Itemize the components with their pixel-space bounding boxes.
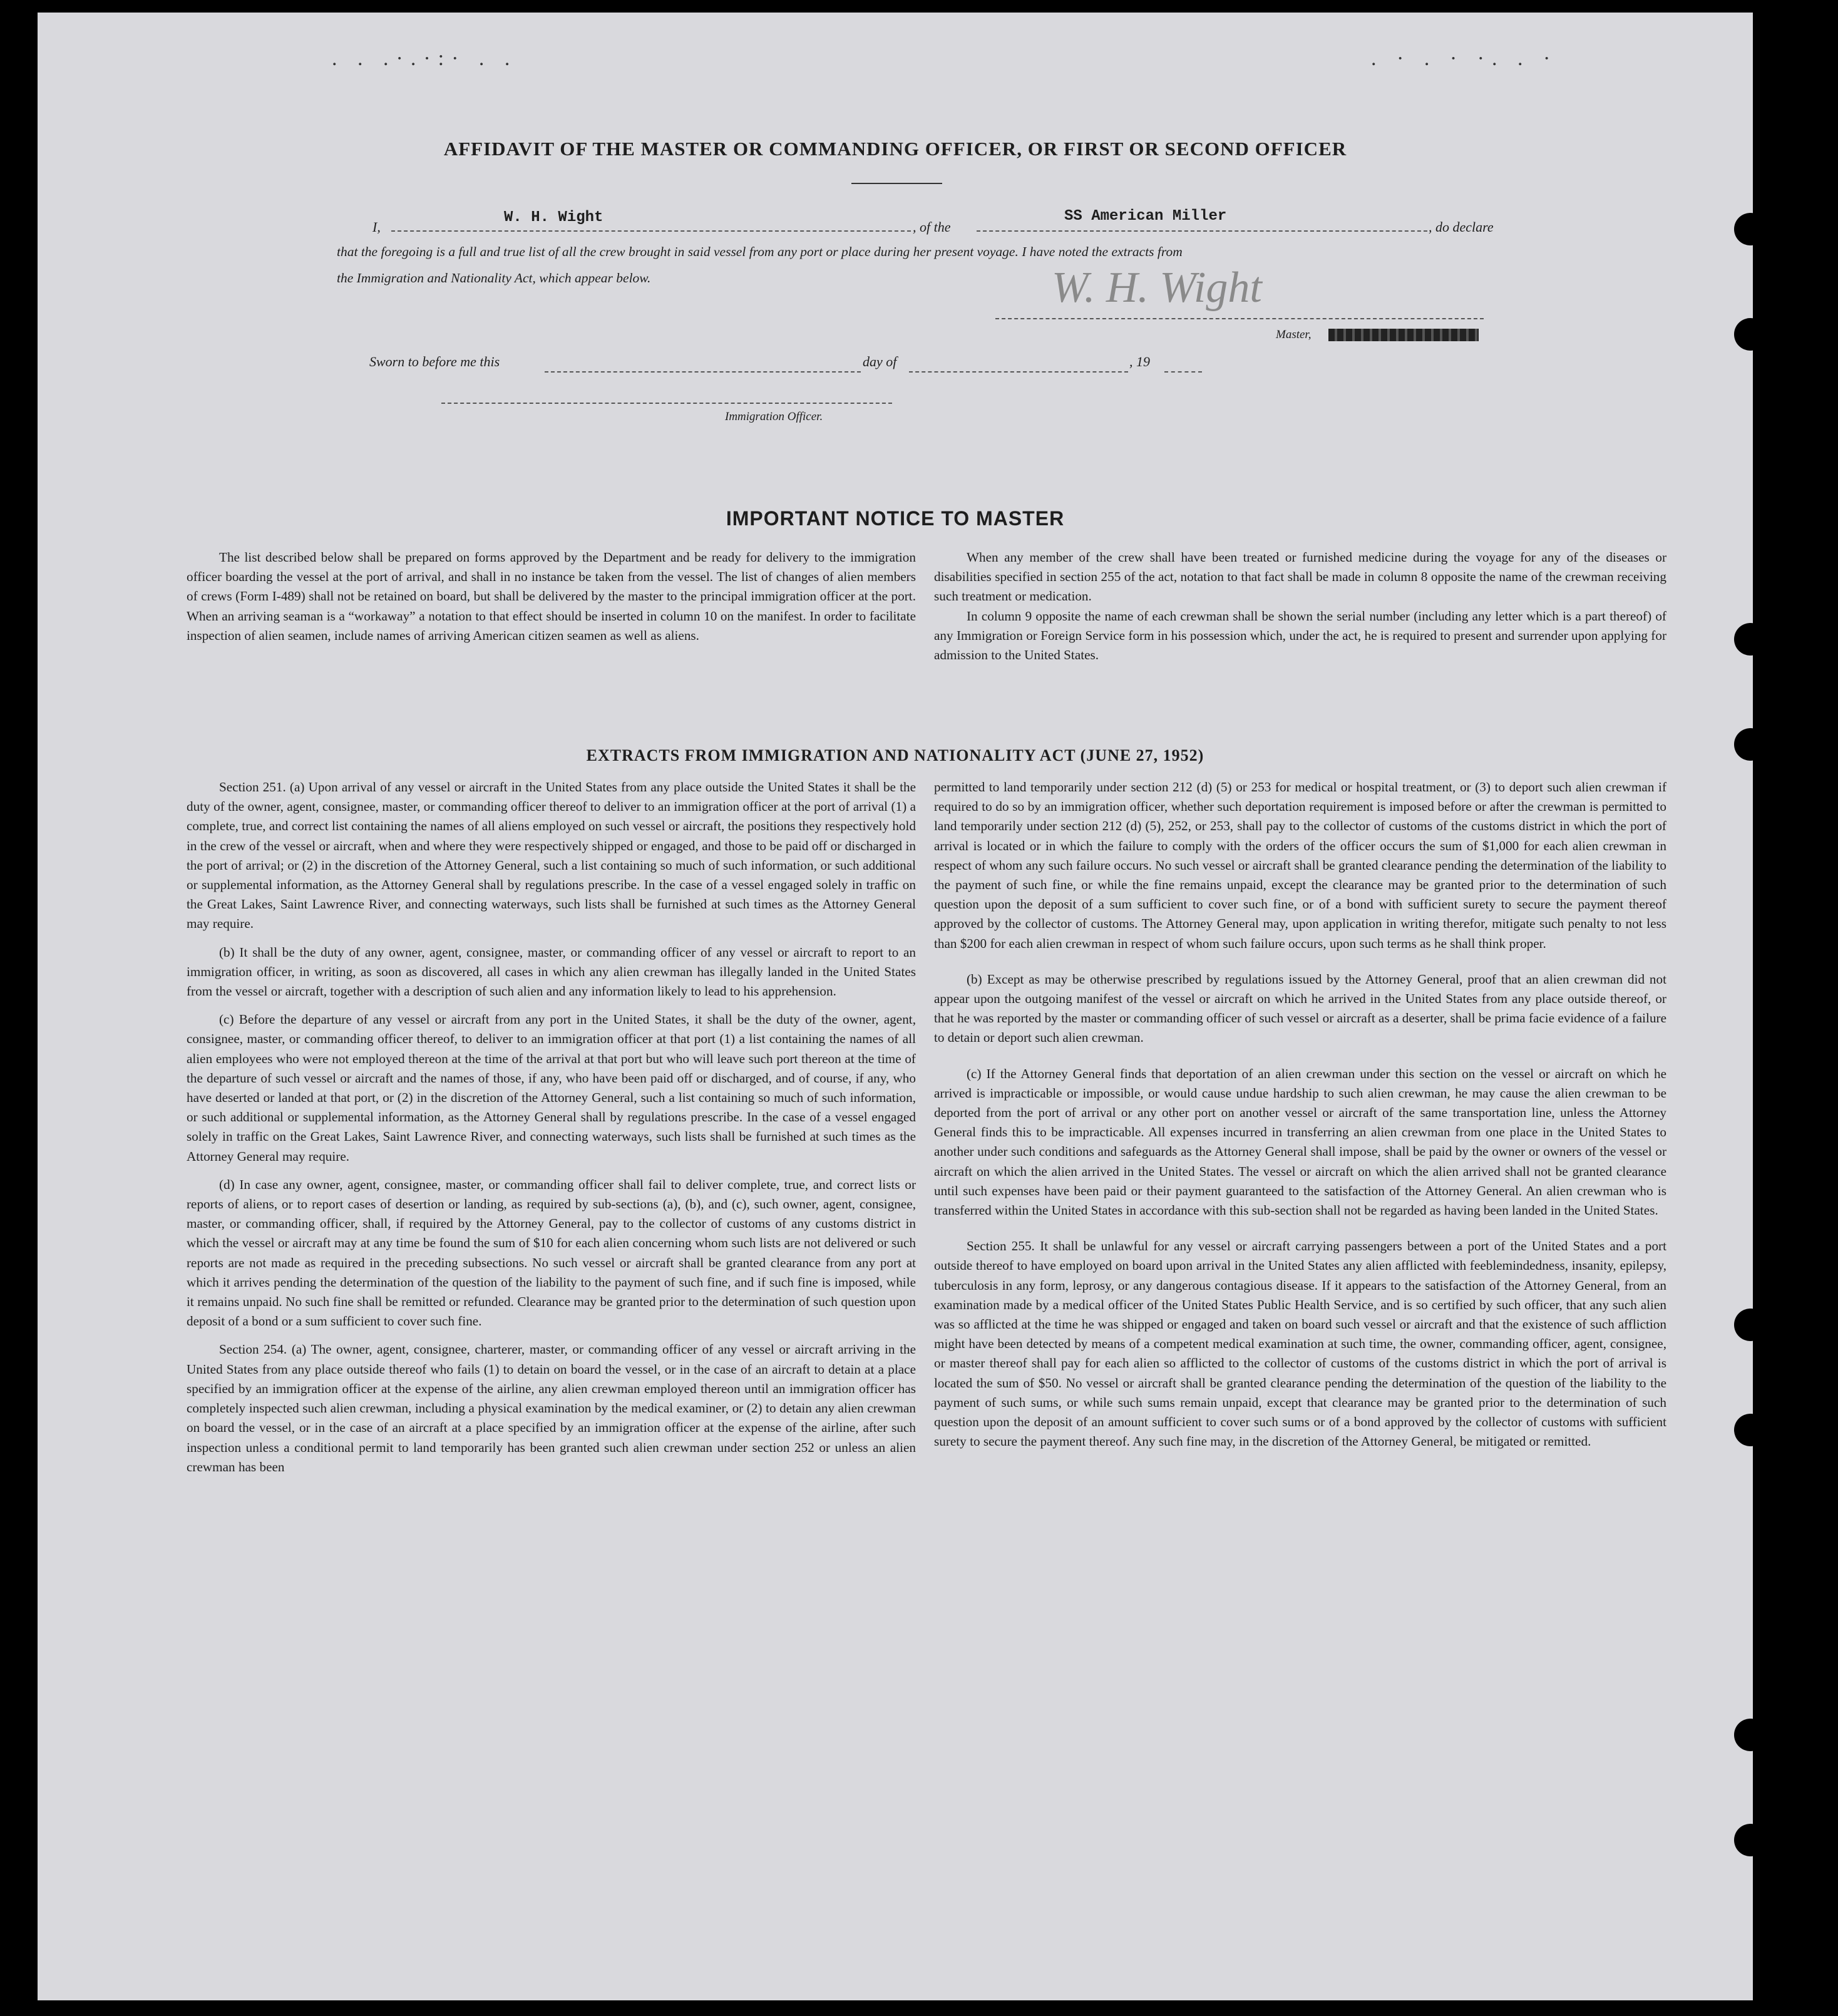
year-label: , 19 <box>1129 354 1150 369</box>
master-label: Master, <box>1276 328 1312 341</box>
extract-paragraph: (b) Except as may be otherwise prescribed by regulations issued by the Attorney General, proof that an alien crewman did not appear upon the outgoing manifest of the vessel or aircraft on which he arrived in the United States from any place outside thereof, or that he was reported by the master or commanding officer of such vessel or aircraft as a deserter, shall be prima facie evidence of a failure to detain or deport such alien crewman. <box>934 971 1666 1046</box>
punch-hole <box>1734 623 1767 656</box>
punch-hole <box>1734 318 1767 351</box>
punch-hole <box>1734 1719 1767 1751</box>
punch-hole <box>1734 1824 1767 1856</box>
punch-hole <box>1734 728 1767 761</box>
name-field[interactable] <box>391 212 911 232</box>
notice-paragraph: When any member of the crew shall have been treated or furnished medicine during the voyage for any of the diseases or disabilities specified in section 255 of the act, notation to that fact shall be made in column 8 opposite the name of the crewman receiving such treatment or medication. <box>934 550 1666 604</box>
sworn-label: Sworn to before me this <box>369 354 500 369</box>
officer-signature-field[interactable] <box>441 391 892 404</box>
day-of-label: day of <box>863 354 897 369</box>
title-rule <box>851 183 942 184</box>
master-signature: W. H. Wight <box>1052 264 1262 312</box>
extract-paragraph: Section 255. It shall be unlawful for any vessel or aircraft carrying passengers between a port of the United States and a port outside thereof to have employed on board upon arrival in the United States any alien afflicted with feeblemindedness, insanity, epilepsy, tuberculosis in any form, leprosy, or any dangerous contagious disease. If it appears to the satisfaction of the Attorney General, from an examination made by a medical officer of the United States Public Health Service, and is so certified by such officer, that any such alien was so afflicted at the time he was shipped or engaged and taken on board such vessel or aircraft and that the existence of such affliction might have been detected by means of a competent medical examination at such time, the owner, commanding officer, agent, consignee, or master thereof shall pay for each alien so afflicted to the collector of customs of the customs district in which the port of arrival is located the sum of $50. No vessel or aircraft shall be granted clearance pending the determination of the question of the liability to the payment of such sums, or while such sums remain unpaid, except that clearance may be granted prior to the determination of such question upon the deposit of an amount sufficient to cover such sums or of a bond approved by the collector of customs with sufficient surety to secure the payment thereof. Any such fine may, in the discretion of the Attorney General, be mitigated or remitted. <box>934 1238 1666 1449</box>
scan-specks-left: . . .·.·:· . . <box>332 47 518 70</box>
do-declare-label: , do declare <box>1429 219 1494 235</box>
sworn-month-field[interactable] <box>909 354 1128 373</box>
notice-paragraph: The list described below shall be prepared on forms approved by the Department and be ready for delivery to the immigration officer boarding the vessel at the port of arrival, and shall in no instance be taken from the vessel. The list of changes of alien members of crews (Form I-489) shall not be retained on board, but shall be delivered by the master to the principal immigration officer at the port. When an arriving seaman is a “workaway” a notation to that effect should be inserted in column 10 on the manifest. In order to facilitate inspection of alien seamen, include names of arriving American citizen seamen as well as aliens. <box>187 550 916 643</box>
notice-paragraph: In column 9 opposite the name of each crewman shall be shown the serial number (including any letter which is a part thereof) of any Immigration or Foreign Service form in his possession which, under the act, he is required to present and surrender upon applying for admission to the United States. <box>934 608 1666 663</box>
officer-label: Immigration Officer. <box>725 410 823 423</box>
extract-paragraph: Section 254. (a) The owner, agent, consignee, charterer, master, or commanding officer of any vessel or aircraft arriving in the United States from any place outside thereof who fails (1) to detain on board the vessel, or in the case of an aircraft to detain at a place specified by an immigration officer at the expense of the airline, any alien crewman employed thereon until an immigration officer has completely inspected such alien crewman, including a physical examination by the medical examiner, or (2) to detain any alien crewman on board the vessel, or in the case of an aircraft at a place specified by an immigration officer at the expense of the airline, after such inspection unless a conditional permit to land temporarily has been granted such alien crewman under section 252 or unless an alien crewman has been <box>187 1342 916 1474</box>
punch-hole <box>1734 1309 1767 1341</box>
extract-paragraph: (c) Before the departure of any vessel or aircraft from any port in the United States, it shall be the duty of the owner, agent, consignee, master, or commanding officer thereof, to deliver to an immigration officer at that port (1) a list containing the names of all alien employees who were not employed thereon at the time of the arrival at that port but who will leave such port thereon at the time of the departure of such vessel or aircraft and the names of those, if any, who have been paid off or discharged, and of course, if any, who have deserted or landed at that port, or (2) in the discretion of the Attorney General, such a list containing so much of such information, or such additional or supplemental information, as the Attorney General shall by regulations prescribe. In the case of a vessel engaged solely in traffic on the Great Lakes, Saint Lawrence River, and connecting waterways, such lists shall be furnished at such times as the Attorney General may require. <box>187 1012 916 1164</box>
extract-paragraph: (c) If the Attorney General finds that deportation of an alien crewman under this section on the vessel or aircraft on which he arrived is impracticable or impossible, or would cause undue hardship to such alien crewman, he may cause the alien crewman to be deported from the port of arrival or any other port on another vessel or aircraft of the same transportation line, unless the Attorney General finds this to be impracticable. All expenses incurred in transferring an alien crewman from one place in the United States to another under such conditions and safeguards as the Attorney General shall impose, shall be paid by the owner or owners of the vessel or aircraft on which the alien arrived in the United States. The vessel or aircraft on which the alien arrived shall not be granted clearance until such expenses have been paid or their payment guaranteed to the satisfaction of the Attorney General. An alien crewman who is transferred within the United States in accordance with this sub-section shall not be regarded as having been landed in the United States. <box>934 1066 1666 1218</box>
extracts-left-column <box>187 778 916 1486</box>
extracts-title: EXTRACTS FROM IMMIGRATION AND NATIONALITY ACT (JUNE 27, 1952) <box>586 746 1204 764</box>
struck-out-text <box>1328 329 1479 341</box>
punch-hole <box>1734 213 1767 245</box>
affidavit-title: AFFIDAVIT OF THE MASTER OR COMMANDING OFFICER, OR FIRST OR SECOND OFFICER <box>443 138 1347 160</box>
i-label: I, <box>372 219 381 235</box>
master-name: W. H. Wight <box>504 209 603 226</box>
sworn-year-field[interactable] <box>1164 354 1202 373</box>
punch-hole <box>1734 1414 1767 1446</box>
vessel-name: SS American Miller <box>1064 208 1227 225</box>
extract-paragraph: permitted to land temporarily under section 212 (d) (5) or 253 for medical or hospital treatment, or (3) to deport such alien crewman if required to do so by an immigration officer, whether such deportation requirement is imposed before or after the crewman is permitted to land temporarily under section 212 (d) (5), 252, or 253, shall pay to the collector of customs of the customs district in which the port of arrival is located or in which the failure to comply with the orders of the officer occurs the sum of $1,000 for each alien crewman in respect of whom any such failure occurs. No such vessel or aircraft shall be granted clearance pending the determination of the liability to the payment of such fine, or while the fine remains unpaid, except the clearance may be granted prior to the determination of such question upon the deposit of a sum sufficient to cover such fine, or of a bond with sufficient surety to secure the payment thereof approved by the collector of customs. The Attorney General may, upon application in writing therefor, mitigate such penalty to not less than $200 for each alien crewman in respect of whom such failure occurs, upon such terms as he shall think proper. <box>934 779 1666 951</box>
statement-line-1: that the foregoing is a full and true list of all the crew brought in said vessel from any port or place during her present voyage. I have noted the extracts from <box>337 244 1183 259</box>
sworn-day-field[interactable] <box>545 354 861 373</box>
extract-paragraph: Section 251. (a) Upon arrival of any vessel or aircraft in the United States from any place outside the United States it shall be the duty of the owner, agent, consignee, master, or commanding officer thereof to deliver to an immigration officer at the port of arrival (1) a complete, true, and correct list containing the names of all aliens employed on such vessel or aircraft, the positions they respectively hold in the crew of the vessel or aircraft, when and where they were respectively shipped or engaged, and those to be paid off or discharged in the port of arrival; or (2) in the discretion of the Attorney General, such a list containing so much of such information, or such additional or supplemental information, as the Attorney General shall by regulations prescribe. In the case of a vessel engaged solely in traffic on the Great Lakes, Saint Lawrence River, and connecting waterways, such lists shall be furnished at such times as the Attorney General may require. <box>187 779 916 932</box>
scan-specks-right: . · . · ·. . · <box>1371 47 1558 70</box>
notice-title: IMPORTANT NOTICE TO MASTER <box>726 507 1065 530</box>
extracts-right-column <box>934 778 1666 1461</box>
extract-paragraph: (b) It shall be the duty of any owner, agent, consignee, master, or commanding officer of any vessel or aircraft to report to an immigration officer, in writing, as soon as discovered, all cases in which any alien crewman has illegally landed in the United States from the vessel or aircraft, together with a description of such alien and any information likely to lead to his apprehension. <box>187 944 916 999</box>
notice-right-column <box>934 548 1666 674</box>
signature-field[interactable] <box>995 307 1484 319</box>
of-the-label: , of the <box>913 219 951 235</box>
extract-paragraph: (d) In case any owner, agent, consignee, master, or commanding officer shall fail to deliver complete, true, and correct lists or reports of aliens, or to report cases of desertion or landing, as required by sub-sections (a), (b), and (c), such owner, agent, consignee, master, or commanding officer, shall, if required by the Attorney General, pay to the collector of customs of any customs district in which the vessel or aircraft may at any time be found the sum of $10 for each alien concerning whom such lists are not delivered or such reports are not made as required in the preceding subsections. No such vessel or aircraft shall be granted clearance from any port at which it arrives pending the determination of the question of the liability to the payment of such fine, and if such fine is imposed, while it remains unpaid. No such fine shall be remitted or refunded. Clearance may be granted prior to the determination of such question upon deposit of a bond or a sum sufficient to cover such fine. <box>187 1176 916 1329</box>
document-page <box>38 13 1753 2000</box>
notice-left-column <box>187 548 916 654</box>
statement-line-2: the Immigration and Nationality Act, which appear below. <box>337 270 651 285</box>
